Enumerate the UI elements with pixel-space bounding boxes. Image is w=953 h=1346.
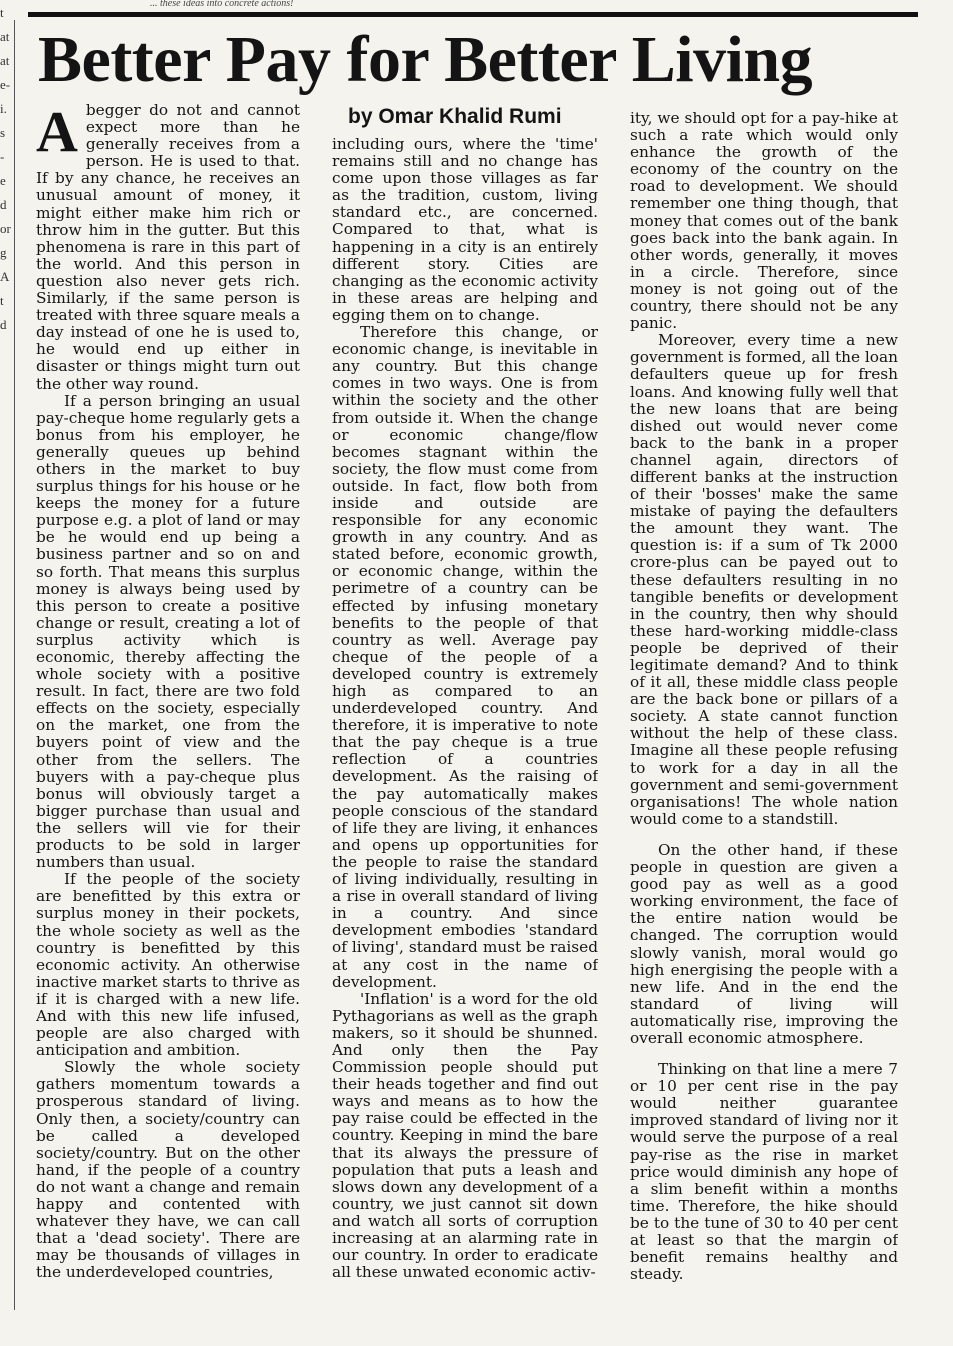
article-headline: Better Pay for Better Living [38,23,813,96]
column-divider [14,20,15,1310]
article-column-1 [36,102,300,1322]
top-rule [28,12,918,17]
paragraph: If the people of the society are benefitted by this extra or surplus money in their pockets, the whole society as well as the country is benefitted by this economic activity. An otherwise inactive market starts to thrive as if it is charged with a new life. And with this new life infused, people are also charged with anticipation and ambition. [36,870,300,1060]
fragment-text: e- [0,77,11,92]
paragraph: including ours, where the 'time' remains still and no change has come upon those villages as far as the tradition, custom, living standard etc., are concerned. Compared to that, what is happening in a city is an entirely different story. Cities are changing as the economic activity in these areas are helping and egging them on to change. [332,136,598,324]
fragment-text: d [0,197,7,212]
paragraph: Slowly the whole society gathers momentum towards a prosperous standard of living. Only then, a society/country can be called a developed society/country. But on the other hand, if the people of a country do not want a change and remain happy and contented with whatever they have, we can call that a 'dead society'. There are may be thousands of villages in the underdeveloped countries, [36,1058,300,1282]
fragment-text: t [0,5,4,20]
fragment-text: A [0,269,10,284]
fragment-text: at [0,53,10,68]
paragraph [36,102,300,393]
paragraph: ity, we should opt for a pay-hike at such a rate which would only enhance the growth of the economy of the country on the road to development. We should remember one thing though, that money that comes out of the bank goes back into the bank again. In other words, generally, it moves in a circle. Therefore, since money is not going out of the country, there should not be any panic. [630,110,898,333]
fragment-text: - [0,149,5,164]
fragment-text: g [0,245,7,260]
fragment-text: t [0,293,4,308]
article-column-2 [332,136,598,1322]
article-byline: by Omar Khalid Rumi [348,105,562,128]
fragment-text: e [0,173,6,188]
fragment-text: i. [0,101,7,116]
paragraph: Moreover, every time a new government is formed, all the loan defaulters queue up for fresh loans. And knowing fully well that the new loans that are being dished out would never come back to the bank in a proper channel again, directors of different banks at the instruction of their 'bosses' make the same mistake of paying the defaulters the amount they want. The question is: if a sum of Tk 2000 crore-plus can be payed out to these defaulters resulting in no tangible benefits or development in the country, then why should these hard-working middle-class people be deprived of their legitimate demand? And to think of it all, these middle class people are the back bone or pillars of a society. A state cannot function without the help of these class. Imagine all these people refusing to work for a day in all the government and semi-government organisations! The whole nation would come to a standstill. [630,331,898,828]
drop-cap: A [36,102,78,164]
article-column-3 [630,110,898,1322]
paragraph: Thinking on that line a mere 7 or 10 per cent rise in the pay would neither guarantee improved standard of living nor it would serve the purpose of a real pay-rise as the rise in market price would diminish any hope of a slim benefit within a months time. Therefore, the hike should be to the tune of 30 to 40 per cent at least so that the margin of benefit remains healthy and steady. [630,1060,898,1284]
paragraph: 'Inflation' is a word for the old Pythagorians as well as the graph makers, so it should be shunned. And only then the Pay Commission people should put their heads together and find out ways and means as to how the pay raise could be effected in the country. Keeping in mind the bare that its always the pressure of population that puts a leash and slows down any development of a country, we just cannot sit down and watch all sorts of corruption increasing at an alarming rate in our country. In order to eradicate all these unwated economic activ- [332,989,598,1282]
paragraph: Therefore this change, or economic change, is inevitable in any country. But this change comes in two ways. One is from within the society and the other from outside it. When the change or economic change/flow becomes stagnant within the society, the flow must come from outside. In fact, flow both from inside and outside are responsible for any economic growth in any country. And as stated before, economic growth, or economic change, within the perimetre of a country can be effected by infusing monetary benefits to the people of that country as well. Average pay cheque of the people of a developed country is extremely high as compared to an underdeveloped country. And therefore, it is imperative to note that the pay cheque is a true reflection of a countries development. As the raising of the pay automatically makes people conscious of the standard of life they are living, it enhances and opens up opportunities for the people to raise the standard of living individually, resulting in a rise in overall standard of living in a country. And since development embodies 'standard of living', standard must be raised at any cost in the name of development. [332,323,598,991]
adjacent-column-fragment [0,0,12,1346]
paragraph: On the other hand, if these people in question are given a good pay as well as a good working environment, the face of the entire nation would be changed. The corruption would slowly vanish, moral would go high energising the people with a new life. And in the end the standard of living will automatically rise, improving the overall economic atmosphere. [630,840,898,1047]
fragment-text: d [0,317,7,332]
paragraph-text: begger do not and cannot expect more than he generally receives from a person. He is used to that. If by any chance, he receives an unusual amount of money, it might either make him rich or throw him in the gutter. But this phenomena is rare in this part of the world. And this person in question also never gets rich. Similarly, if the same person is treated with three square meals a day instead of one he is used to, he would end up either in disaster or things might turn out the other way round. [36,102,300,393]
previous-article-strip: ... these ideas into concrete actions! [150,0,294,8]
fragment-text: or [0,221,11,236]
fragment-text: s [0,125,6,140]
fragment-text: at [0,29,10,44]
paragraph: If a person bringing an usual pay-cheque home regularly gets a bonus from his employer, he generally queues up behind others in the market to buy surplus things for his house or he keeps the money for a future purpose e.g. a plot of land or may be he would end up being a business partner and so on and so forth. That means this surplus money is always being used by this person to create a positive change or result, creating a lot of surplus activity which is economic, thereby affecting the whole society with a positive result. In fact, there are two fold effects on the society, especially on the market, one from the buyers point of view and the other from the sellers. The buyers with a pay-cheque plus bonus will obviously target a bigger purchase than usual and the sellers will vie for their products to be sold in larger numbers than usual. [36,391,300,872]
